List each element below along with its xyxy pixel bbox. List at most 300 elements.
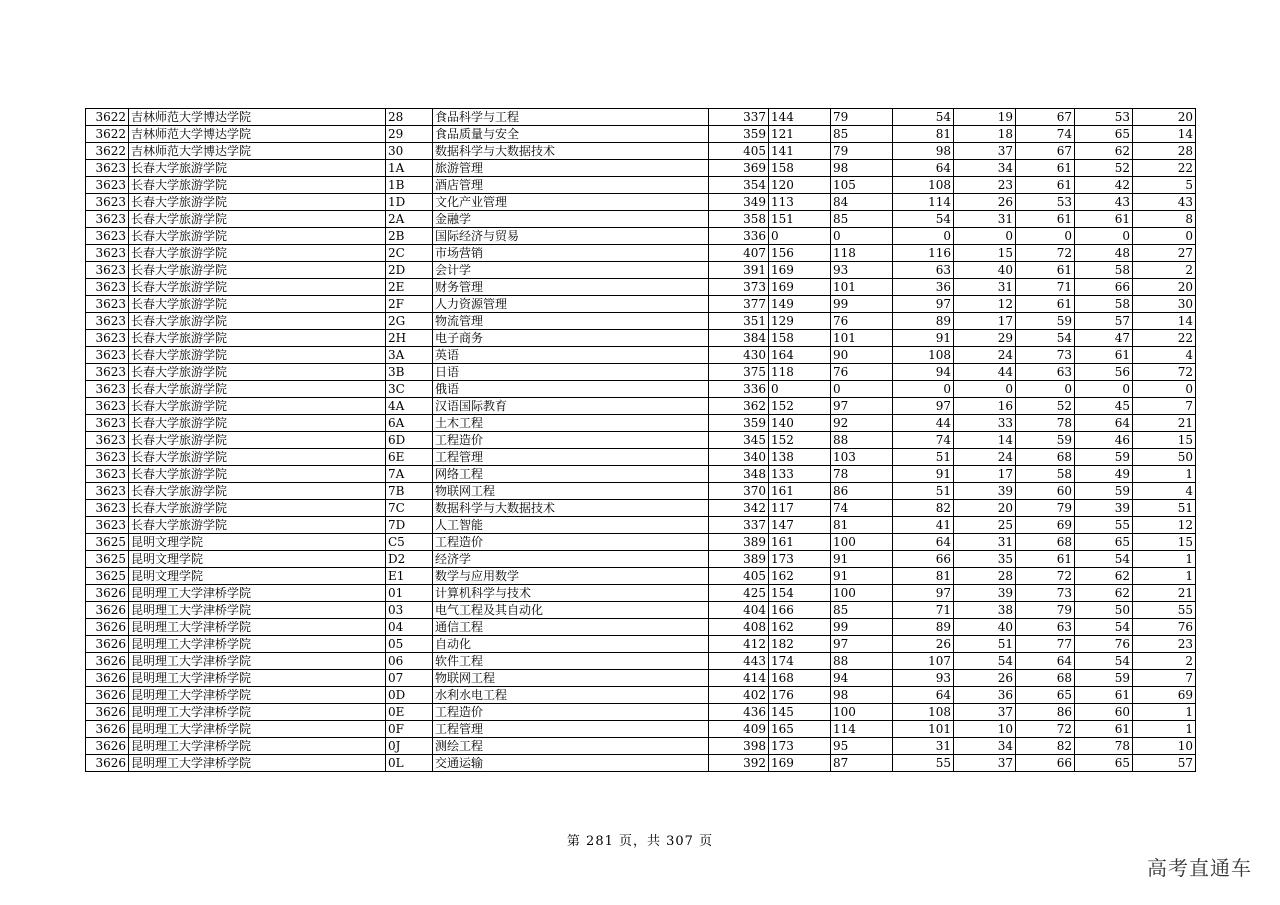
major-code-cell: 7C (386, 500, 433, 517)
score-col-5-cell: 31 (954, 211, 1016, 228)
table-row (86, 279, 1196, 296)
total-score-cell: 345 (709, 432, 769, 449)
table-row (86, 432, 1196, 449)
score-col-6-cell: 72 (1016, 568, 1075, 585)
school-code-cell: 3625 (86, 568, 129, 585)
score-col-6-cell: 59 (1016, 432, 1075, 449)
major-name-cell: 土木工程 (433, 415, 709, 432)
total-score-cell: 354 (709, 177, 769, 194)
score-col-7-cell: 54 (1075, 619, 1133, 636)
score-col-7-cell: 65 (1075, 534, 1133, 551)
total-score-cell: 425 (709, 585, 769, 602)
school-code-cell: 3623 (86, 381, 129, 398)
table-row (86, 534, 1196, 551)
score-col-5-cell: 44 (954, 364, 1016, 381)
score-col-3-cell: 91 (831, 551, 893, 568)
school-code-cell: 3626 (86, 585, 129, 602)
table-row (86, 347, 1196, 364)
score-col-4-cell: 114 (893, 194, 954, 211)
score-col-8-cell: 21 (1133, 415, 1196, 432)
school-name-cell: 昆明理工大学津桥学院 (129, 585, 386, 602)
total-score-cell: 412 (709, 636, 769, 653)
major-code-cell: 0F (386, 721, 433, 738)
school-name-cell: 长春大学旅游学院 (129, 262, 386, 279)
school-code-cell: 3626 (86, 738, 129, 755)
score-col-8-cell: 15 (1133, 432, 1196, 449)
score-col-3-cell: 85 (831, 602, 893, 619)
major-name-cell: 汉语国际教育 (433, 398, 709, 415)
major-code-cell: 03 (386, 602, 433, 619)
school-name-cell: 昆明理工大学津桥学院 (129, 704, 386, 721)
school-name-cell: 昆明理工大学津桥学院 (129, 738, 386, 755)
table-row (86, 670, 1196, 687)
score-col-5-cell: 14 (954, 432, 1016, 449)
school-code-cell: 3623 (86, 262, 129, 279)
score-col-7-cell: 66 (1075, 279, 1133, 296)
major-code-cell: 2H (386, 330, 433, 347)
score-col-5-cell: 20 (954, 500, 1016, 517)
score-col-2-cell: 169 (769, 279, 831, 296)
table-row (86, 194, 1196, 211)
major-code-cell: 2C (386, 245, 433, 262)
score-col-4-cell: 108 (893, 347, 954, 364)
major-code-cell: 0E (386, 704, 433, 721)
score-col-8-cell: 8 (1133, 211, 1196, 228)
major-name-cell: 数据科学与大数据技术 (433, 143, 709, 160)
school-code-cell: 3626 (86, 670, 129, 687)
score-col-3-cell: 74 (831, 500, 893, 517)
score-col-5-cell: 0 (954, 381, 1016, 398)
score-col-7-cell: 61 (1075, 687, 1133, 704)
school-code-cell: 3622 (86, 126, 129, 143)
school-name-cell: 吉林师范大学博达学院 (129, 109, 386, 126)
total-score-cell: 392 (709, 755, 769, 772)
table-row (86, 109, 1196, 126)
table-row (86, 704, 1196, 721)
school-name-cell: 长春大学旅游学院 (129, 500, 386, 517)
table-row (86, 466, 1196, 483)
major-code-cell: 7D (386, 517, 433, 534)
school-name-cell: 长春大学旅游学院 (129, 279, 386, 296)
school-code-cell: 3623 (86, 211, 129, 228)
major-code-cell: 1D (386, 194, 433, 211)
score-col-3-cell: 98 (831, 687, 893, 704)
school-code-cell: 3625 (86, 534, 129, 551)
major-code-cell: 06 (386, 653, 433, 670)
score-col-6-cell: 68 (1016, 534, 1075, 551)
school-name-cell: 长春大学旅游学院 (129, 160, 386, 177)
total-score-cell: 349 (709, 194, 769, 211)
total-score-cell: 405 (709, 568, 769, 585)
table-row (86, 755, 1196, 772)
major-name-cell: 自动化 (433, 636, 709, 653)
score-col-4-cell: 91 (893, 466, 954, 483)
total-score-cell: 408 (709, 619, 769, 636)
total-score-cell: 407 (709, 245, 769, 262)
school-code-cell: 3623 (86, 177, 129, 194)
score-col-8-cell: 21 (1133, 585, 1196, 602)
score-col-4-cell: 108 (893, 177, 954, 194)
score-col-7-cell: 47 (1075, 330, 1133, 347)
score-col-3-cell: 93 (831, 262, 893, 279)
total-score-cell: 370 (709, 483, 769, 500)
score-col-6-cell: 67 (1016, 143, 1075, 160)
total-score-cell: 414 (709, 670, 769, 687)
major-code-cell: 7A (386, 466, 433, 483)
score-col-2-cell: 145 (769, 704, 831, 721)
total-score-cell: 340 (709, 449, 769, 466)
score-col-6-cell: 53 (1016, 194, 1075, 211)
score-col-5-cell: 37 (954, 143, 1016, 160)
score-col-4-cell: 97 (893, 398, 954, 415)
score-col-7-cell: 61 (1075, 721, 1133, 738)
school-name-cell: 吉林师范大学博达学院 (129, 143, 386, 160)
score-col-4-cell: 74 (893, 432, 954, 449)
score-col-7-cell: 43 (1075, 194, 1133, 211)
total-score-cell: 389 (709, 534, 769, 551)
school-name-cell: 长春大学旅游学院 (129, 211, 386, 228)
score-col-4-cell: 107 (893, 653, 954, 670)
score-col-3-cell: 101 (831, 279, 893, 296)
table-row (86, 126, 1196, 143)
total-score-cell: 373 (709, 279, 769, 296)
score-col-3-cell: 76 (831, 364, 893, 381)
score-col-3-cell: 86 (831, 483, 893, 500)
score-col-8-cell: 0 (1133, 228, 1196, 245)
total-score-cell: 443 (709, 653, 769, 670)
table-row (86, 551, 1196, 568)
score-col-6-cell: 71 (1016, 279, 1075, 296)
score-col-8-cell: 10 (1133, 738, 1196, 755)
major-code-cell: 2G (386, 313, 433, 330)
score-col-7-cell: 78 (1075, 738, 1133, 755)
score-col-4-cell: 94 (893, 364, 954, 381)
major-code-cell: 1B (386, 177, 433, 194)
major-name-cell: 工程造价 (433, 534, 709, 551)
score-col-5-cell: 29 (954, 330, 1016, 347)
major-name-cell: 物流管理 (433, 313, 709, 330)
score-col-6-cell: 52 (1016, 398, 1075, 415)
score-col-2-cell: 162 (769, 619, 831, 636)
total-score-cell: 342 (709, 500, 769, 517)
major-name-cell: 测绘工程 (433, 738, 709, 755)
table-row (86, 449, 1196, 466)
score-col-6-cell: 78 (1016, 415, 1075, 432)
school-name-cell: 长春大学旅游学院 (129, 330, 386, 347)
score-col-5-cell: 38 (954, 602, 1016, 619)
score-col-8-cell: 69 (1133, 687, 1196, 704)
score-col-6-cell: 65 (1016, 687, 1075, 704)
total-score-cell: 336 (709, 228, 769, 245)
table-row (86, 296, 1196, 313)
score-col-5-cell: 54 (954, 653, 1016, 670)
major-code-cell: 3B (386, 364, 433, 381)
score-col-2-cell: 151 (769, 211, 831, 228)
school-name-cell: 昆明理工大学津桥学院 (129, 619, 386, 636)
table-row (86, 415, 1196, 432)
score-col-7-cell: 54 (1075, 653, 1133, 670)
table-row (86, 262, 1196, 279)
score-col-7-cell: 59 (1075, 670, 1133, 687)
score-col-2-cell: 166 (769, 602, 831, 619)
total-score-cell: 404 (709, 602, 769, 619)
major-name-cell: 酒店管理 (433, 177, 709, 194)
score-col-4-cell: 44 (893, 415, 954, 432)
score-col-7-cell: 65 (1075, 755, 1133, 772)
score-col-5-cell: 36 (954, 687, 1016, 704)
school-code-cell: 3626 (86, 636, 129, 653)
table-row (86, 585, 1196, 602)
score-col-5-cell: 19 (954, 109, 1016, 126)
score-col-2-cell: 156 (769, 245, 831, 262)
total-score-cell: 430 (709, 347, 769, 364)
major-code-cell: 7B (386, 483, 433, 500)
total-score-cell: 369 (709, 160, 769, 177)
score-col-4-cell: 71 (893, 602, 954, 619)
major-name-cell: 食品质量与安全 (433, 126, 709, 143)
score-col-7-cell: 0 (1075, 228, 1133, 245)
table-row (86, 143, 1196, 160)
major-name-cell: 食品科学与工程 (433, 109, 709, 126)
score-col-2-cell: 169 (769, 755, 831, 772)
major-code-cell: 6D (386, 432, 433, 449)
school-name-cell: 长春大学旅游学院 (129, 228, 386, 245)
score-col-5-cell: 34 (954, 738, 1016, 755)
score-col-2-cell: 138 (769, 449, 831, 466)
score-table (85, 108, 1196, 772)
score-col-3-cell: 91 (831, 568, 893, 585)
score-col-4-cell: 81 (893, 568, 954, 585)
score-col-6-cell: 69 (1016, 517, 1075, 534)
score-col-8-cell: 1 (1133, 466, 1196, 483)
major-name-cell: 物联网工程 (433, 483, 709, 500)
score-col-7-cell: 45 (1075, 398, 1133, 415)
score-col-6-cell: 61 (1016, 177, 1075, 194)
major-name-cell: 水利水电工程 (433, 687, 709, 704)
school-code-cell: 3622 (86, 143, 129, 160)
score-col-2-cell: 113 (769, 194, 831, 211)
total-score-cell: 377 (709, 296, 769, 313)
score-col-5-cell: 31 (954, 534, 1016, 551)
major-code-cell: C5 (386, 534, 433, 551)
score-col-8-cell: 22 (1133, 160, 1196, 177)
major-name-cell: 人工智能 (433, 517, 709, 534)
score-col-5-cell: 39 (954, 585, 1016, 602)
school-name-cell: 长春大学旅游学院 (129, 347, 386, 364)
total-score-cell: 436 (709, 704, 769, 721)
score-col-4-cell: 55 (893, 755, 954, 772)
score-col-7-cell: 59 (1075, 483, 1133, 500)
score-col-5-cell: 17 (954, 466, 1016, 483)
major-name-cell: 软件工程 (433, 653, 709, 670)
major-code-cell: D2 (386, 551, 433, 568)
score-col-4-cell: 93 (893, 670, 954, 687)
score-col-7-cell: 48 (1075, 245, 1133, 262)
major-code-cell: 0L (386, 755, 433, 772)
school-code-cell: 3623 (86, 466, 129, 483)
major-name-cell: 物联网工程 (433, 670, 709, 687)
major-code-cell: 30 (386, 143, 433, 160)
score-col-4-cell: 98 (893, 143, 954, 160)
score-col-5-cell: 18 (954, 126, 1016, 143)
total-score-cell: 398 (709, 738, 769, 755)
major-name-cell: 俄语 (433, 381, 709, 398)
major-code-cell: 07 (386, 670, 433, 687)
table-row (86, 398, 1196, 415)
school-code-cell: 3626 (86, 704, 129, 721)
school-code-cell: 3623 (86, 330, 129, 347)
score-col-2-cell: 168 (769, 670, 831, 687)
score-col-2-cell: 161 (769, 483, 831, 500)
table-row (86, 160, 1196, 177)
major-code-cell: 04 (386, 619, 433, 636)
score-col-3-cell: 95 (831, 738, 893, 755)
major-name-cell: 市场营销 (433, 245, 709, 262)
score-col-7-cell: 61 (1075, 347, 1133, 364)
table-row (86, 228, 1196, 245)
major-name-cell: 工程管理 (433, 449, 709, 466)
score-col-3-cell: 79 (831, 109, 893, 126)
major-code-cell: E1 (386, 568, 433, 585)
school-name-cell: 长春大学旅游学院 (129, 466, 386, 483)
school-code-cell: 3626 (86, 619, 129, 636)
score-col-5-cell: 37 (954, 755, 1016, 772)
score-col-2-cell: 158 (769, 330, 831, 347)
school-name-cell: 昆明理工大学津桥学院 (129, 636, 386, 653)
score-col-8-cell: 1 (1133, 568, 1196, 585)
score-col-5-cell: 17 (954, 313, 1016, 330)
table-row (86, 687, 1196, 704)
score-col-6-cell: 73 (1016, 585, 1075, 602)
school-name-cell: 昆明理工大学津桥学院 (129, 670, 386, 687)
table-row (86, 483, 1196, 500)
score-col-6-cell: 67 (1016, 109, 1075, 126)
score-col-3-cell: 81 (831, 517, 893, 534)
total-score-cell: 405 (709, 143, 769, 160)
score-col-8-cell: 1 (1133, 551, 1196, 568)
score-col-6-cell: 79 (1016, 500, 1075, 517)
score-col-8-cell: 2 (1133, 653, 1196, 670)
major-code-cell: 2F (386, 296, 433, 313)
school-code-cell: 3622 (86, 109, 129, 126)
score-col-2-cell: 141 (769, 143, 831, 160)
school-name-cell: 昆明理工大学津桥学院 (129, 755, 386, 772)
major-code-cell: 28 (386, 109, 433, 126)
score-col-6-cell: 72 (1016, 245, 1075, 262)
score-col-2-cell: 120 (769, 177, 831, 194)
score-col-3-cell: 97 (831, 398, 893, 415)
score-col-6-cell: 63 (1016, 619, 1075, 636)
score-col-4-cell: 31 (893, 738, 954, 755)
score-col-3-cell: 0 (831, 228, 893, 245)
score-col-6-cell: 68 (1016, 449, 1075, 466)
school-name-cell: 昆明文理学院 (129, 551, 386, 568)
school-code-cell: 3626 (86, 687, 129, 704)
score-col-3-cell: 100 (831, 534, 893, 551)
school-code-cell: 3623 (86, 500, 129, 517)
table-row (86, 245, 1196, 262)
major-code-cell: 2A (386, 211, 433, 228)
score-col-8-cell: 4 (1133, 483, 1196, 500)
score-col-4-cell: 116 (893, 245, 954, 262)
score-col-7-cell: 50 (1075, 602, 1133, 619)
score-col-5-cell: 51 (954, 636, 1016, 653)
school-name-cell: 长春大学旅游学院 (129, 398, 386, 415)
school-code-cell: 3623 (86, 483, 129, 500)
score-col-2-cell: 173 (769, 551, 831, 568)
major-code-cell: 01 (386, 585, 433, 602)
major-name-cell: 工程管理 (433, 721, 709, 738)
total-score-cell: 336 (709, 381, 769, 398)
score-col-6-cell: 61 (1016, 262, 1075, 279)
major-code-cell: 0D (386, 687, 433, 704)
score-col-7-cell: 58 (1075, 296, 1133, 313)
school-code-cell: 3623 (86, 279, 129, 296)
school-code-cell: 3623 (86, 194, 129, 211)
school-name-cell: 长春大学旅游学院 (129, 483, 386, 500)
score-col-3-cell: 85 (831, 126, 893, 143)
score-col-3-cell: 101 (831, 330, 893, 347)
score-col-3-cell: 78 (831, 466, 893, 483)
score-col-7-cell: 62 (1075, 585, 1133, 602)
score-col-2-cell: 182 (769, 636, 831, 653)
major-code-cell: 2D (386, 262, 433, 279)
score-col-5-cell: 26 (954, 194, 1016, 211)
school-code-cell: 3623 (86, 364, 129, 381)
major-code-cell: 29 (386, 126, 433, 143)
major-code-cell: 2E (386, 279, 433, 296)
score-col-2-cell: 133 (769, 466, 831, 483)
score-col-4-cell: 82 (893, 500, 954, 517)
major-code-cell: 4A (386, 398, 433, 415)
score-col-7-cell: 64 (1075, 415, 1133, 432)
school-code-cell: 3623 (86, 296, 129, 313)
score-col-3-cell: 88 (831, 432, 893, 449)
score-col-6-cell: 61 (1016, 160, 1075, 177)
score-col-4-cell: 51 (893, 483, 954, 500)
score-col-2-cell: 144 (769, 109, 831, 126)
score-col-3-cell: 76 (831, 313, 893, 330)
score-col-6-cell: 58 (1016, 466, 1075, 483)
total-score-cell: 375 (709, 364, 769, 381)
score-col-2-cell: 121 (769, 126, 831, 143)
major-name-cell: 会计学 (433, 262, 709, 279)
school-name-cell: 昆明理工大学津桥学院 (129, 687, 386, 704)
table-row (86, 330, 1196, 347)
score-col-7-cell: 49 (1075, 466, 1133, 483)
score-col-2-cell: 152 (769, 398, 831, 415)
total-score-cell: 337 (709, 517, 769, 534)
score-col-7-cell: 54 (1075, 551, 1133, 568)
score-col-8-cell: 50 (1133, 449, 1196, 466)
total-score-cell: 384 (709, 330, 769, 347)
score-col-4-cell: 64 (893, 687, 954, 704)
school-code-cell: 3623 (86, 228, 129, 245)
major-code-cell: 6E (386, 449, 433, 466)
score-col-6-cell: 59 (1016, 313, 1075, 330)
score-col-8-cell: 4 (1133, 347, 1196, 364)
score-col-3-cell: 90 (831, 347, 893, 364)
score-col-5-cell: 40 (954, 262, 1016, 279)
score-col-5-cell: 23 (954, 177, 1016, 194)
score-col-5-cell: 0 (954, 228, 1016, 245)
score-col-5-cell: 10 (954, 721, 1016, 738)
score-col-3-cell: 84 (831, 194, 893, 211)
major-name-cell: 工程造价 (433, 432, 709, 449)
school-name-cell: 长春大学旅游学院 (129, 296, 386, 313)
score-col-8-cell: 12 (1133, 517, 1196, 534)
score-col-7-cell: 42 (1075, 177, 1133, 194)
